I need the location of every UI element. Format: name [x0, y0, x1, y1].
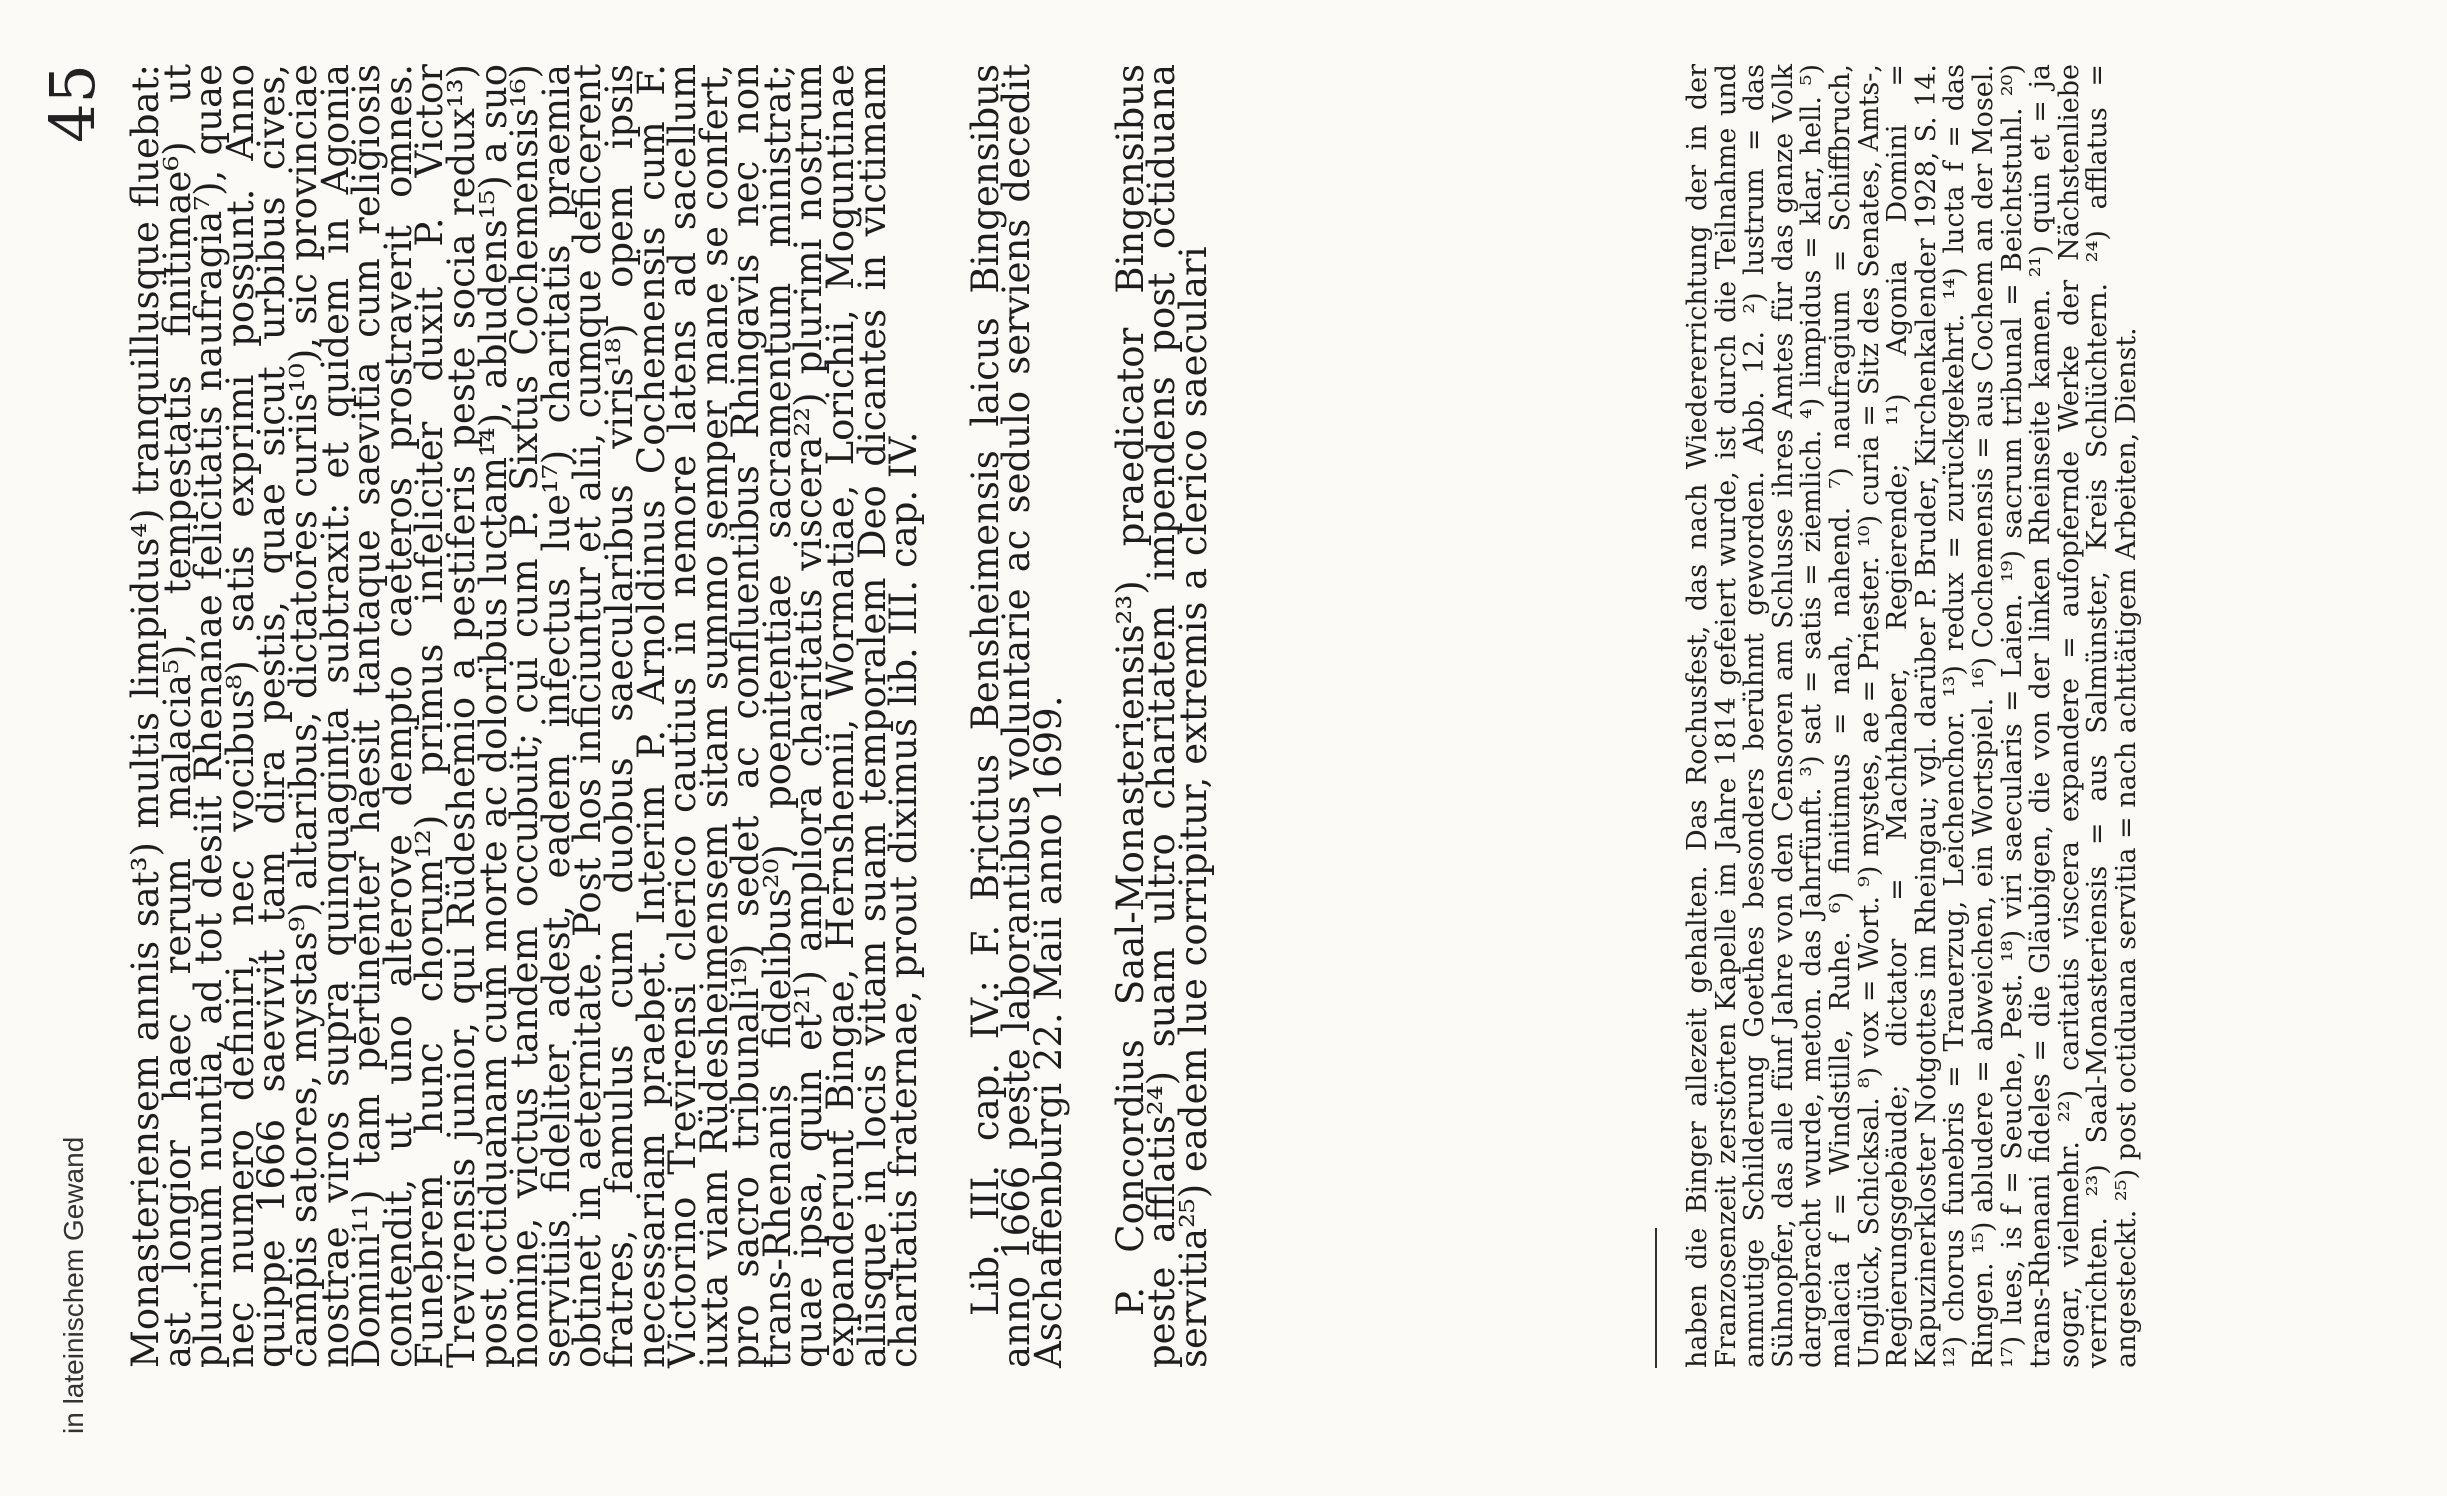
main-text [124, 64, 1215, 1368]
page-number: 45 [36, 64, 109, 143]
footnotes [1684, 64, 2142, 1368]
paragraph-2: Lib. III. cap. IV.: F. Brictius Bensheimensis laicus Bingensibus anno 1666 peste laborantibus voluntarie ac sedulo serviens decedit Aschaffenburgi 22. Maii anno 1699. [963, 64, 1071, 1368]
footnote-divider [1655, 1228, 1657, 1368]
paragraph-spacer [1065, 64, 1115, 1368]
paragraph-3: P. Concordius Saal-Monasteriensis²³) praedicator Bingensibus peste afflatis²⁴) suam ultro charitatem impendens post octiduana servitia²⁵) eadem lue corripitur, extremis a clerico saeculari [1108, 64, 1215, 1368]
paragraph-spacer [920, 64, 970, 1368]
running-head: in lateinischem Gewand [58, 1136, 89, 1434]
page-header [36, 64, 116, 1434]
paragraph-1: Monasteriensem annis sat³) multis limpidus⁴) tranquillusque fluebat: ast longior haec rerum malacia⁵), tempestatis finitimae⁶) ut plurimum nuntia, ad tot desiit Rhenanae felicitatis naufragia⁷), quae nec numero definiri, nec vocibus⁸) satis exprimi possunt. Anno quippe 1666 saevivit tam dira pestis, quae sicut urbibus cives, campis satores, mystas⁹) altaribus, dictatores curiis¹⁰), sic provinciae nostrae viros supra quinquaginta subtraxit: et quidem in Agonia Domini¹¹) tam pertinenter haesit tantaque saevitia cum religiosis contendit, ut uno alterove dempto caeteros prostraverit omnes. Funebrem hunc chorum¹²) primus infeliciter duxit P. Victor Trevirensis junior, qui Rüdeshemio a pestiferis peste socia redux¹³) post octiduanam cum morte ac doloribus luctam¹⁴), abludens¹⁵) a suo nomine, victus tandem occubuit; cui cum P. Sixtus Cochemensis¹⁶) servitiis fideliter adest, eadem infectus lue¹⁷) charitatis praemia obtinet in aeternitate. Post hos inficiuntur et alii, cumque deficerent fratres, famulus cum duobus saecularibus viris¹⁸) opem ipsis necessariam praebet. Interim P. Arnoldinus Cochemensis cum F. Victorino Trevirensi clerico cautius in nemore latens ad sacellum iuxta viam Rüdesheimensem sitam summo semper mane se confert, pro sacro tribunali¹⁹) sedet ac confluentibus Rhingavis nec non trans-Rhenanis fidelibus²⁰) poenitentiae sacramentum ministrat; quae ipsa, quin et²¹) ampliora charitatis viscera²²) plurimi nostrum expanderunt Bingae, Hernshemii, Wormatiae, Lorichii, Moguntinae aliisque in locis vitam suam temporalem Deo dicantes in victimam charitatis fraternae, prout diximus lib. III. cap. IV. [124, 64, 926, 1368]
footnote-text: haben die Binger allezeit gehalten. Das Rochusfest, das nach Wiedererrichtung der in der Franzosenzeit zerstörten Kapelle im Jahre 1814 gefeiert wurde, ist durch die Teilnahme und anmutige Schilderung Goethes besonders berühmt geworden. Abb. 12. ²) lustrum = das Sühnopfer, das alle fünf Jahre von den Censoren am Schlusse ihres Amtes für das ganze Volk dargebracht wurde, meton. das Jahrfünft. ³) sat = satis = ziemlich. ⁴) limpidus = klar, hell. ⁵) malacia f = Windstille, Ruhe. ⁶) finitimus = nah, nahend. ⁷) naufragium = Schiffbruch, Unglück, Schicksal. ⁸) vox = Wort. ⁹) mystes, ae = Priester. ¹⁰) curia = Sitz des Senates, Amts-, Regierungsgebäude; dictator = Machthaber, Regierende; ¹¹) Agonia Domini = Kapuzinerkloster Notgottes im Rheingau; vgl. darüber P. Bruder, Kirchenkalender 1928, S. 14. ¹²) chorus funebris = Trauerzug, Leichenchor. ¹³) redux = zurückgekehrt. ¹⁴) lucta f = das Ringen. ¹⁵) abludere = abweichen, ein Wortspiel. ¹⁶) Cochemensis = aus Cochem an der Mosel. ¹⁷) lues, is f = Seuche, Pest. ¹⁸) viri saecularis = Laien. ¹⁹) sacrum tribunal = Beichtstuhl. ²⁰) trans-Rhenani fideles = die Gläubigen, die von der linken Rheinseite kamen. ²¹) quin et = ja sogar, vielmehr. ²²) caritatis viscera expandere = aufopfernde Werke der Nächstenliebe verrichten. ²³) Saal-Monasteriensis = aus Salmünster, Kreis Schlüchtern. ²⁴) afflatus = angesteckt. ²⁵) post octiduana servitia = nach achttätigem Arbeiten, Dienst. [1682, 64, 2142, 1368]
